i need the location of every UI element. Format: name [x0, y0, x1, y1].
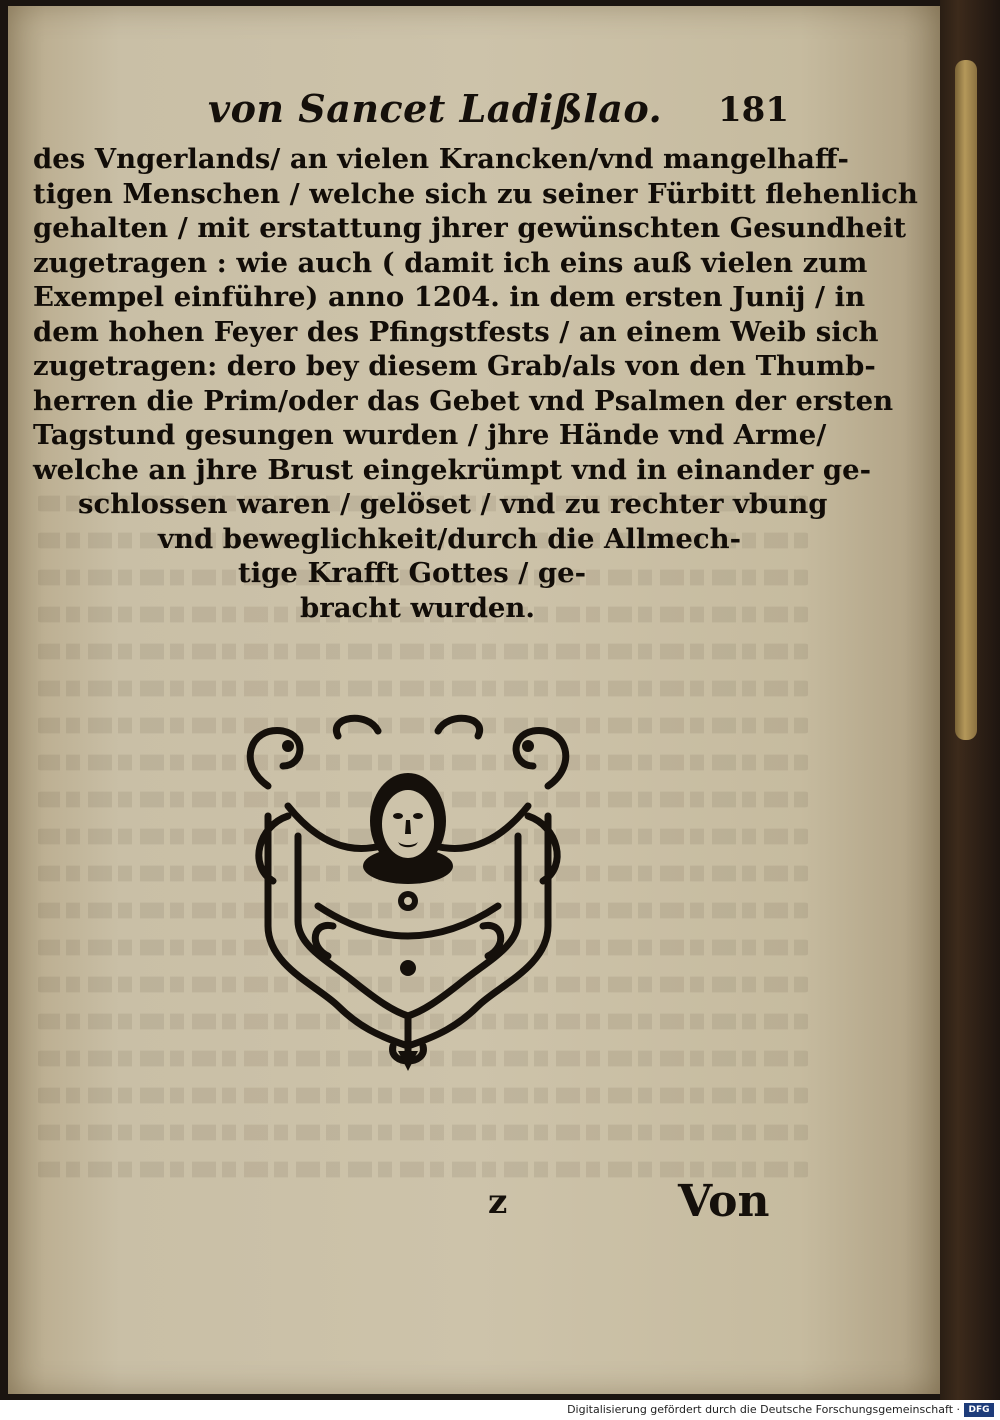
catchword: Von: [678, 1176, 770, 1227]
bleed-line: [38, 1125, 808, 1141]
text-line: bracht wurden.: [300, 591, 535, 624]
woodcut-ornament: [228, 706, 588, 1076]
text-line: welche an jhre Brust eingekrümpt vnd in einander ge-: [33, 453, 872, 486]
printer-signature: z: [488, 1182, 508, 1222]
text-line: tigen Menschen / welche sich zu seiner Fürbitt flehenlich: [33, 177, 918, 210]
book-page: [8, 6, 940, 1394]
bleed-line: [38, 644, 808, 660]
dfg-logo: DFG: [964, 1403, 994, 1417]
text-line: zugetragen: dero bey diesem Grab/als von den Thumb-: [33, 350, 876, 382]
text-line: Tagstund gesungen wurden / jhre Hände vnd Arme/: [33, 419, 827, 451]
footer-bar: [0, 1400, 1000, 1420]
text-line: zugetragen : wie auch ( damit ich eins auß vielen zum: [33, 246, 868, 279]
text-line: schlossen waren / gelöset / vnd zu rechter vbung: [78, 488, 828, 520]
text-line: des Vngerlands/ an vielen Krancken/vnd mangelhaff-: [33, 143, 849, 175]
running-title: von Sancet Ladißlao.: [208, 86, 663, 131]
bleed-line: [38, 1162, 808, 1178]
text-line: tige Krafft Gottes / ge-: [238, 557, 587, 589]
text-line: Exempel einführe) anno 1204. in dem ersten Junij / in: [33, 281, 866, 313]
text-line: gehalten / mit erstattung jhrer gewünschten Gesundheit: [33, 212, 907, 244]
text-line: dem hohen Feyer des Pfingstfests / an einem Weib sich: [33, 315, 879, 348]
bleed-line: [38, 681, 808, 697]
body-text: [33, 142, 918, 625]
text-line: vnd beweglichkeit/durch die Allmech-: [158, 522, 742, 555]
page-header: [198, 86, 798, 136]
text-line: herren die Prim/oder das Gebet vnd Psalmen der ersten: [33, 384, 894, 417]
bleed-line: [38, 1088, 808, 1104]
footer-credit: Digitalisierung gefördert durch die Deutsche Forschungsgemeinschaft ·: [567, 1403, 960, 1416]
page-number: 181: [718, 90, 789, 130]
bookmark-ribbon: [955, 60, 977, 740]
